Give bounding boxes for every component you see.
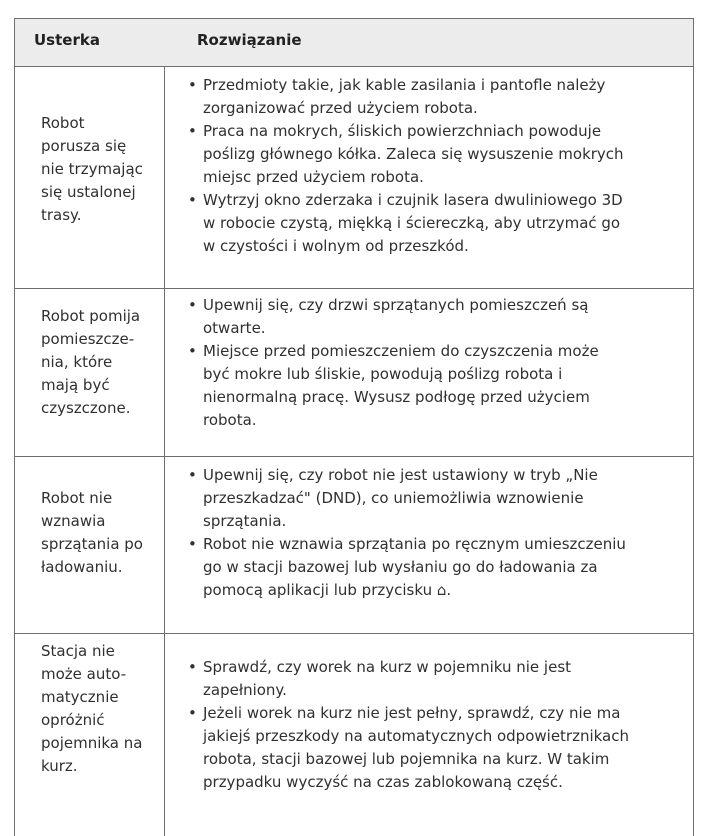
solution-line: przypadku wyczyść na czas zablokowaną część. <box>203 773 563 791</box>
solution-line: być mokre lub śliskie, powodują poślizg robota i <box>203 365 563 383</box>
solution-line: w robocie czystą, miękką i ściereczką, aby utrzymać go <box>203 214 621 232</box>
fault-line: Robot pomija <box>41 307 141 325</box>
solution-item <box>186 189 686 258</box>
solution-item <box>186 120 686 189</box>
solution-line: • Miejsce przed pomieszczeniem do czyszczenia może <box>203 342 599 360</box>
solution-line: miejsc przed użyciem robota. <box>203 168 424 186</box>
fault-line: matycznie <box>41 688 119 706</box>
solution-line: go w stacji bazowej lub wysłaniu go do ładowania za <box>203 558 598 576</box>
solution-line: robota. <box>203 411 257 429</box>
fault-line: ładowaniu. <box>41 558 123 576</box>
solution-line: pomocą aplikacji lub przycisku ⌂. <box>203 581 452 599</box>
solution-line: otwarte. <box>203 319 266 337</box>
solution-line: zapełniony. <box>203 681 287 699</box>
solution-line: jakiejś przeszkody na automatycznych odpowietrznikach <box>203 727 630 745</box>
solution-item <box>186 464 686 533</box>
solution-list <box>186 294 686 432</box>
fault-text <box>41 640 156 778</box>
fault-text <box>41 112 156 227</box>
fault-line: Stacja nie <box>41 642 115 660</box>
fault-line: porusza się <box>41 137 127 155</box>
fault-text <box>41 305 156 420</box>
solution-line: • Praca na mokrych, śliskich powierzchniach powoduje <box>203 122 602 140</box>
fault-line: może auto- <box>41 665 127 683</box>
fault-line: kurz. <box>41 757 78 775</box>
solution-line: • Upewnij się, czy robot nie jest ustawiony w tryb „Nie <box>203 466 598 484</box>
solution-item <box>186 294 686 340</box>
solution-list <box>186 74 686 258</box>
solution-list <box>186 464 686 602</box>
solution-line: • Przedmioty takie, jak kable zasilania i pantofle należy <box>203 76 606 94</box>
solution-line: nienormalną pracę. Wysusz podłogę przed użyciem <box>203 388 590 406</box>
solution-item <box>186 74 686 120</box>
table-header <box>14 18 694 66</box>
fault-line: sprzątania po <box>41 535 143 553</box>
fault-line: czyszczone. <box>41 399 131 417</box>
fault-line: nia, które <box>41 353 113 371</box>
solution-line: • Wytrzyj okno zderzaka i czujnik lasera dwuliniowego 3D <box>203 191 623 209</box>
fault-line: Robot nie <box>41 489 113 507</box>
header-solution: Rozwiązanie <box>197 31 302 49</box>
fault-line: się ustalonej <box>41 183 136 201</box>
fault-line: Robot <box>41 114 85 132</box>
solution-line: • Jeżeli worek na kurz nie jest pełny, sprawdź, czy nie ma <box>203 704 621 722</box>
fault-line: pojemnika na <box>41 734 143 752</box>
solution-line: • Sprawdź, czy worek na kurz w pojemniku nie jest <box>203 658 572 676</box>
solution-item <box>186 533 686 602</box>
solution-item <box>186 340 686 432</box>
fault-line: trasy. <box>41 206 82 224</box>
solution-line: sprzątania. <box>203 512 287 530</box>
solution-line: zorganizować przed użyciem robota. <box>203 99 478 117</box>
solution-item <box>186 656 686 702</box>
solution-line: przeszkadzać" (DND), co uniemożliwia wznowienie <box>203 489 584 507</box>
solution-line: • Robot nie wznawia sprzątania po ręcznym umieszczeniu <box>203 535 626 553</box>
header-fault: Usterka <box>34 31 100 49</box>
solution-line: robota, stacji bazowej lub pojemnika na kurz. W takim <box>203 750 610 768</box>
fault-text <box>41 487 156 579</box>
solution-line: w czystości i wolnym od przeszkód. <box>203 237 469 255</box>
solution-item <box>186 702 686 794</box>
fault-line: pomieszcze- <box>41 330 135 348</box>
solution-line: poślizg głównego kółka. Zaleca się wysuszenie mokrych <box>203 145 624 163</box>
solution-list <box>186 656 686 794</box>
solution-line: • Upewnij się, czy drzwi sprzątanych pomieszczeń są <box>203 296 589 314</box>
fault-line: opróżnić <box>41 711 105 729</box>
fault-line: wznawia <box>41 512 106 530</box>
fault-line: mają być <box>41 376 110 394</box>
fault-line: nie trzymając <box>41 160 143 178</box>
